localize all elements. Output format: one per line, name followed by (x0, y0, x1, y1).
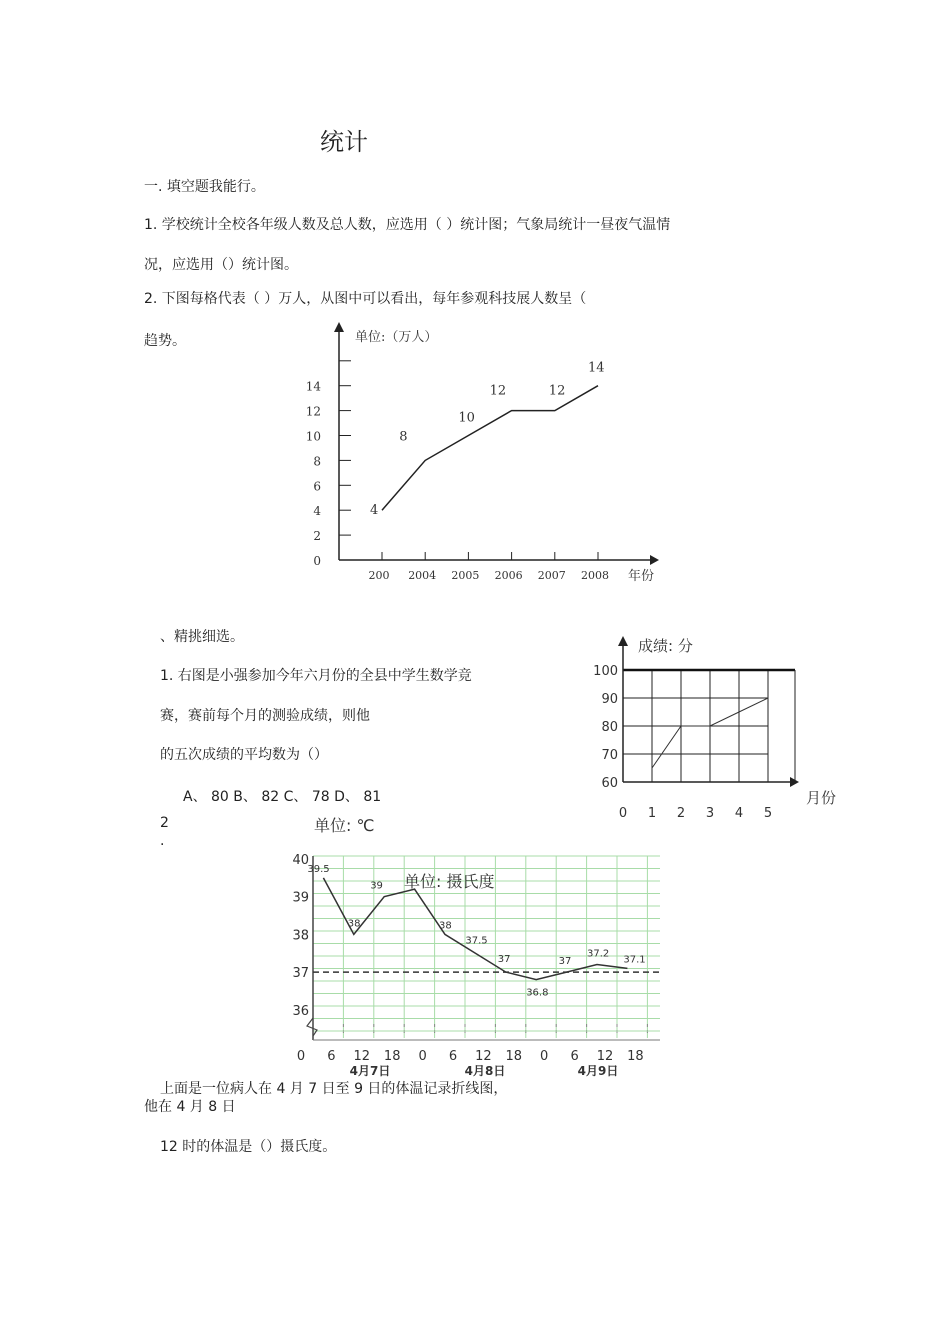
y-tick-label: 10 (305, 429, 321, 444)
y-axis-title: 成绩: 分 (638, 637, 693, 655)
section2-q1-line2: 赛，赛前每个月的测验成绩，则他 (160, 708, 370, 724)
section1-q2-line1: 2. 下图每格代表（ ）万人，从图中可以看出，每年参观科技展人数呈（ (144, 291, 587, 307)
data-label: 12 (548, 383, 566, 399)
y-tick-label: 2 (313, 529, 321, 544)
data-label: 4 (370, 503, 379, 519)
data-label: 37.2 (587, 948, 610, 960)
page-title: 统计 (320, 128, 368, 156)
data-label: 37 (558, 956, 572, 968)
y-tick-label: 100 (593, 664, 618, 679)
axis-break (307, 1018, 317, 1036)
temperature-line-chart (280, 812, 660, 1080)
data-label: 12 (489, 383, 507, 399)
day-label: 4月7日 (349, 1064, 391, 1078)
y-tick-label: 6 (313, 479, 321, 494)
x-tick-label: 0 (418, 1049, 427, 1064)
x-tick-label: 0 (618, 806, 628, 821)
section2-q1-line3: 的五次成绩的平均数为（） (160, 747, 328, 763)
unit-label: 单位:（万人） (355, 330, 438, 345)
y-tick-label: 14 (305, 379, 321, 394)
x-tick-label: 2006 (494, 569, 523, 582)
y-tick-label: 38 (292, 928, 309, 944)
x-tick-label: 0 (296, 1049, 306, 1064)
section2-q2-line1: 上面是一位病人在 4 月 7 日至 9 日的体温记录折线图， (160, 1081, 508, 1097)
x-tick-label: 2007 (537, 569, 566, 582)
inner-unit-label: 单位: 摄氏度 (404, 872, 495, 891)
y-tick-label: 12 (305, 404, 321, 419)
section2-q1-options: A、 80 B、 82 C、 78 D、 81 (183, 789, 382, 805)
x-tick-label: 5 (763, 806, 773, 821)
x-tick-label: 3 (705, 806, 715, 821)
data-label: 37.1 (623, 954, 646, 966)
x-tick-label: 12 (475, 1049, 492, 1064)
x-tick-label: 18 (383, 1049, 401, 1064)
x-tick-label: 2 (676, 806, 686, 821)
x-tick-label: 18 (627, 1049, 644, 1064)
x-tick-label: 12 (596, 1049, 614, 1064)
scores-line-chart (590, 632, 850, 824)
section2-q2-dot: . (160, 833, 165, 849)
data-label: 38 (347, 918, 361, 930)
y-tick-label: 37 (292, 966, 309, 982)
y-tick-label: 8 (313, 454, 321, 469)
x-tick-label: 18 (505, 1049, 523, 1064)
data-label: 8 (399, 429, 408, 445)
x-tick-label: 6 (570, 1049, 579, 1064)
section1-q2-line2: 趋势。 (144, 333, 186, 349)
y-tick-label: 40 (292, 853, 309, 868)
y-tick-label: 80 (601, 720, 618, 735)
day-label: 4月9日 (577, 1064, 619, 1078)
data-label: 38 (439, 920, 452, 932)
data-label: 37.5 (465, 935, 488, 947)
day-label: 4月8日 (464, 1064, 506, 1078)
x-tick-label: 1 (647, 806, 657, 821)
y-tick-label: 4 (313, 504, 321, 519)
y-tick-label: 90 (601, 692, 618, 707)
data-label: 39.5 (307, 863, 330, 875)
x-axis-arrow (650, 555, 659, 565)
section2-q2-line3: 12 时的体温是（）摄氏度。 (160, 1139, 337, 1155)
y-tick-label: 0 (313, 554, 321, 568)
section1-q1-line1: 1. 学校统计全校各年级人数及总人数，应选用（ ）统计图；气象局统计一昼夜气温情 (144, 217, 671, 233)
x-tick-label: 2004 (408, 569, 437, 582)
section2-q2-number: 2 (160, 815, 169, 831)
x-axis-title: 月份 (806, 789, 837, 807)
x-tick-label: 4 (734, 806, 744, 821)
visitors-line-chart (295, 318, 675, 590)
y-axis-arrow (334, 322, 344, 332)
data-label: 10 (458, 410, 475, 426)
y-tick-label: 70 (601, 748, 618, 763)
x-axis-title: 年份 (628, 569, 655, 584)
series-line (382, 383, 598, 511)
x-tick-label: 2008 (581, 569, 609, 582)
section1-heading: 一. 填空题我能行。 (144, 179, 265, 195)
x-tick-label: 6 (327, 1049, 336, 1064)
data-label: 14 (588, 360, 605, 376)
data-label: 39 (370, 880, 383, 892)
x-tick-label: 6 (448, 1049, 458, 1064)
section2-q2-line2: 他在 4 月 8 日 (144, 1099, 236, 1115)
y-tick-label: 36 (292, 1003, 309, 1019)
x-tick-label: 12 (353, 1049, 371, 1064)
x-tick-label: 2005 (451, 569, 480, 582)
y-tick-label: 39 (292, 890, 309, 906)
section2-q1-line1: 1. 右图是小强参加今年六月份的全县中学生数学竞 (160, 668, 472, 684)
data-label: 36.8 (526, 987, 549, 999)
section1-q1-line2: 况，应选用（）统计图。 (144, 257, 298, 273)
x-tick-label: 200 (368, 569, 390, 582)
y-tick-label: 60 (601, 776, 618, 791)
x-tick-label: 0 (540, 1049, 549, 1064)
section2-heading: 、精挑细选。 (160, 629, 244, 645)
y-axis-arrow (618, 636, 628, 646)
data-label: 37 (497, 954, 511, 966)
unit-label: 单位: ℃ (314, 816, 375, 835)
